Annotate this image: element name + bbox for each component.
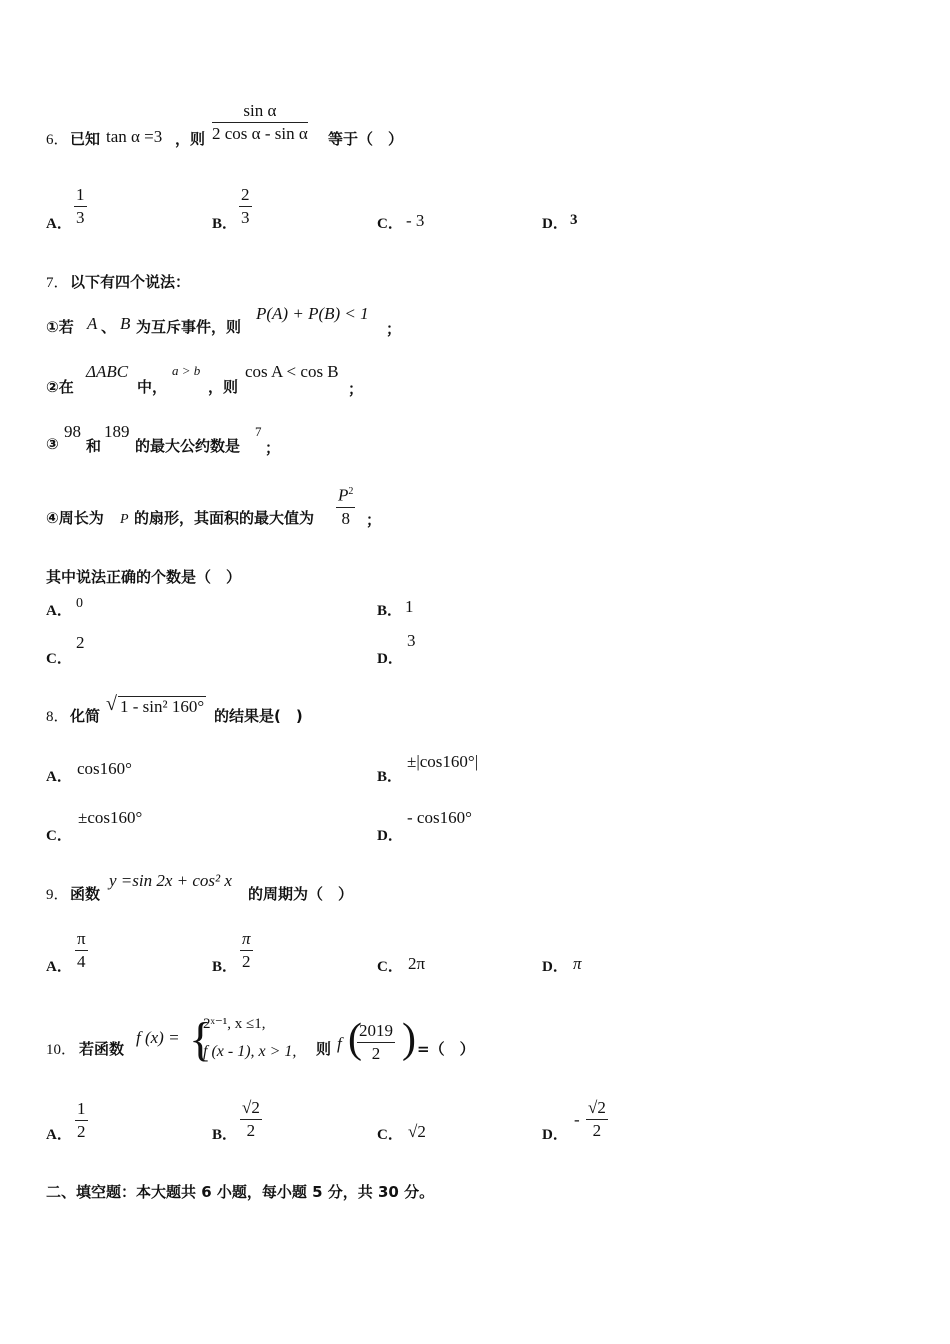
piecewise-case-1: 2ˣ⁻¹, x ≤1, (203, 1016, 266, 1032)
question-number: 9． (46, 887, 69, 903)
option-value: 2π (408, 954, 426, 973)
statement-end: ； (348, 380, 364, 398)
fraction-numerator: 1 (75, 1098, 88, 1121)
section-heading: 二、填空题：本大题共 6 小题，每小题 5 分，共 30 分。 (46, 1183, 435, 1201)
option-label: B． (377, 603, 403, 619)
option-value (75, 1098, 88, 1143)
option-value: 1 (405, 597, 414, 616)
option-label: D． (377, 651, 403, 667)
option-value: - cos160° (407, 808, 472, 827)
statement-text: 、 (101, 318, 117, 336)
fraction-denominator: 8 (341, 508, 350, 528)
math-condition: a > b (172, 363, 201, 378)
option-label: C． (377, 216, 403, 232)
fraction-numerator: π (75, 928, 88, 951)
option-label: B． (212, 1127, 238, 1143)
question-number: 6． (46, 132, 69, 148)
paren-left: ( (348, 1016, 362, 1062)
question-intro: 若函数 (79, 1040, 125, 1058)
option-value: π (573, 954, 582, 973)
fraction-denominator: 2 cos α - sin α (212, 124, 308, 143)
question-ask: 其中说法正确的个数是（ ） (46, 568, 242, 586)
math-var: B (120, 314, 131, 333)
statement-4-mark: ④周长为 (46, 509, 104, 527)
question-number: 7． (46, 275, 69, 291)
math-var: P (338, 485, 349, 505)
math-fraction (336, 481, 355, 530)
option-label: A． (46, 216, 72, 232)
question-tail: 等于（ ） (328, 130, 404, 148)
statement-text: 中， (137, 378, 168, 396)
fraction-numerator: π (240, 928, 253, 951)
option-label: B． (212, 216, 238, 232)
question-text: 则 (316, 1040, 332, 1058)
math-radicand: 1 - sin² 160° (120, 697, 205, 716)
question-tail: 的结果是( ) (214, 707, 303, 725)
piecewise-case-2: f (x - 1), x > 1, (203, 1043, 297, 1060)
option-label: B． (212, 959, 238, 975)
statement-1-mark: ①若 (46, 318, 74, 336)
option-label: A． (46, 959, 72, 975)
brace: { (189, 1013, 213, 1066)
option-sign: - (574, 1110, 580, 1129)
fraction-denominator: 4 (77, 952, 86, 971)
fraction-denominator: 2 (246, 1121, 256, 1140)
sqrt-sign: √ (106, 693, 117, 715)
fraction-denominator: 2 (592, 1121, 602, 1140)
option-value: ±|cos160°| (407, 752, 479, 771)
option-label: C． (46, 651, 72, 667)
math-var: P (120, 512, 129, 527)
statement-end: ； (386, 320, 402, 338)
option-value: 0 (76, 596, 83, 611)
math-triangle: ΔABC (86, 362, 129, 381)
question-intro: 已知 (70, 130, 101, 148)
math-number: 98 (64, 422, 81, 441)
statement-text: 和 (86, 437, 102, 455)
question-stem: 以下有四个说法： (70, 273, 191, 291)
math-expression: cos A < cos B (245, 362, 339, 381)
math-expression: P(A) + P(B) < 1 (256, 304, 369, 323)
option-label: D． (542, 959, 568, 975)
option-label: A． (46, 603, 72, 619)
option-label: D． (542, 1127, 568, 1143)
statement-text: 的最大公约数是 (135, 437, 241, 455)
option-value: ±cos160° (78, 808, 143, 827)
statement-text: 为互斥事件，则 (136, 318, 242, 336)
question-tail: =（ ） (417, 1040, 475, 1058)
option-label: C． (377, 1127, 403, 1143)
option-value (74, 184, 87, 229)
option-label: D． (542, 216, 568, 232)
option-label: D． (377, 828, 403, 844)
statement-text: ，则 (208, 378, 239, 396)
statement-text: 的扇形，其面积的最大值为 (134, 509, 315, 527)
option-label: C． (377, 959, 403, 975)
math-var: A (87, 314, 98, 333)
statement-end: ； (366, 511, 382, 529)
fraction-denominator: 3 (241, 208, 250, 227)
statement-3-mark: ③ (46, 435, 59, 453)
math-function: f (x) = (136, 1028, 180, 1047)
option-value: 2 (76, 633, 85, 652)
fraction-numerator: sin α (212, 100, 308, 123)
question-number: 10． (46, 1042, 77, 1058)
fraction-numerator: 1 (74, 184, 87, 207)
fraction-denominator: 3 (76, 208, 85, 227)
math-number: 189 (104, 422, 130, 441)
math-fraction (212, 100, 308, 145)
question-tail: 的周期为（ ） (248, 885, 354, 903)
option-label: A． (46, 769, 72, 785)
fraction-numerator: √2 (586, 1097, 608, 1120)
fraction-denominator: 2 (242, 952, 251, 971)
option-value (240, 928, 253, 973)
fraction-denominator: 2 (371, 1044, 381, 1063)
option-value (586, 1097, 608, 1142)
option-value: - 3 (406, 211, 425, 230)
option-label: A． (46, 1127, 72, 1143)
statement-2-mark: ②在 (46, 378, 74, 396)
question-text: ，则 (175, 130, 206, 148)
math-expression: y =sin 2x + cos² x (109, 871, 232, 890)
math-function: f (337, 1034, 342, 1053)
statement-end: ； (265, 439, 281, 457)
option-value (239, 184, 252, 229)
option-label: B． (377, 769, 403, 785)
option-value: 3 (407, 631, 416, 650)
question-intro: 函数 (70, 885, 101, 903)
fraction-numerator: 2 (239, 184, 252, 207)
option-value: √2 (408, 1122, 426, 1141)
paren-right: ) (402, 1016, 416, 1062)
option-value: 3 (570, 212, 578, 228)
fraction-denominator: 2 (77, 1122, 86, 1141)
fraction-numerator: √2 (240, 1097, 262, 1120)
fraction-numerator: 2019 (357, 1020, 395, 1043)
option-value: cos160° (77, 759, 132, 778)
question-number: 8． (46, 709, 69, 725)
question-intro: 化简 (70, 707, 101, 725)
math-given: tan α =3 (106, 127, 163, 146)
superscript: 2 (348, 486, 354, 497)
math-number: 7 (255, 424, 262, 439)
math-fraction (357, 1020, 395, 1065)
option-label: C． (46, 828, 72, 844)
option-value (240, 1097, 262, 1142)
option-value (75, 928, 88, 973)
fraction-numerator (336, 481, 355, 508)
